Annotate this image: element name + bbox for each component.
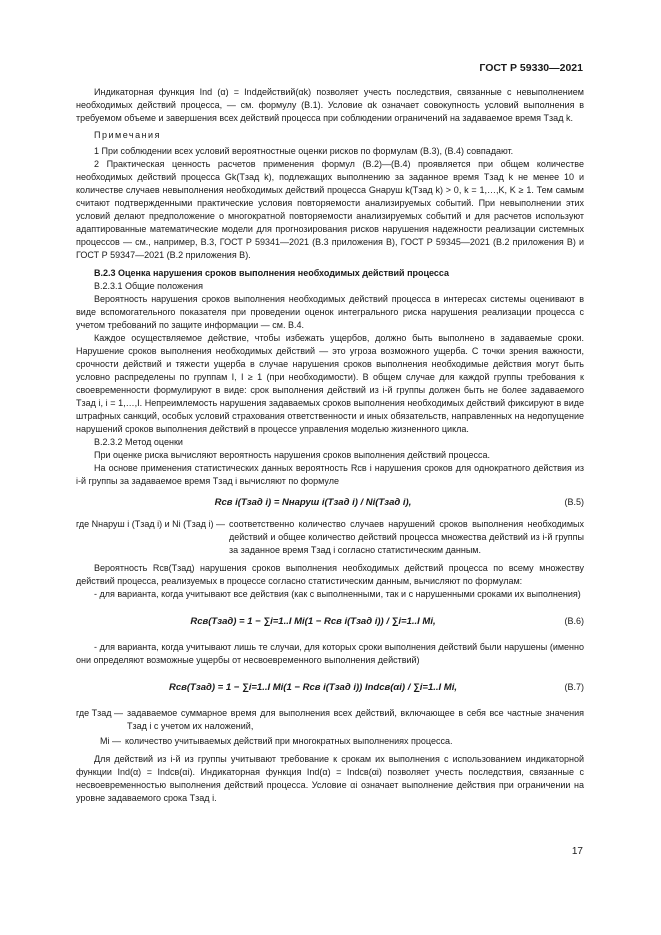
document-content — [76, 86, 584, 805]
paragraph: Для действий из i-й из группы учитывают требование к срокам их выполнения с использованием индикаторной функции Ind(α) = Indсв(αi). Индикаторная функция Ind(α) = Indсв(αi) позволяет учесть последствия, связанные с несвоевременностью выполнения действий процесса. Условие αi означает выполнение действия при ограничении на уровне задаваемого срока Tзад i. — [76, 754, 584, 803]
formula-number: (В.5) — [564, 497, 584, 507]
page-number: 17 — [571, 846, 583, 857]
formula-definition — [76, 518, 584, 557]
paragraph: - для варианта, когда учитывают лишь те случаи, для которых сроки выполнения действий были нарушены (именно они определяют возможные ущербы от несвоевременного выполнения действий) — [76, 642, 584, 665]
definition-term: где Nнаруш i (Tзад i) и Ni (Tзад i) — — [76, 519, 226, 529]
paragraph: - для варианта, когда учитывают все действия (как с выполненными, так и с нарушенными сроками их выполнения) — [94, 589, 581, 599]
subsection-title: В.2.3.2 Метод оценки — [94, 437, 183, 447]
definition-term: Mi — — [100, 736, 121, 746]
paragraph: Вероятность Rсв(Tзад) нарушения сроков выполнения необходимых действий процесса по всему множеству действий процесса, реализуемых в процессе согласно статистическим данным, вычисляют по формулам: — [76, 563, 584, 586]
paragraph: Каждое осуществляемое действие, чтобы избежать ущербов, должно быть выполнено в задаваемые сроки. Нарушение сроков выполнения необходимых действий — это угроза возможного ущерба. С точки зрения важности, срочности действий и тяжести ущерба в случае нарушения сроков выполнения необходимые действия могут быть условно распределены по группам I, I ≥ 1 (при необходимости). В общем случае для каждой группы требования к своевременности формулируют в виде: срок выполнения действий из i-й группы должен быть не более задаваемого Tзад i, i = 1,…,I. Непреимлемость нарушения задаваемых сроков выполнения необходимых действий фиксируют в виде штрафных санкций, особых условий страхования ответственности и иных обязательств, направленных на недопущение нарушений сроков выполнения действий в процессе управления моделью жизненного цикла. — [76, 333, 584, 434]
note-item: 2 Практическая ценность расчетов применения формул (В.2)—(В.4) проявляется при общем количестве необходимых действий процесса Gk(Tзад k), подлежащих выполнению за заданное время Tзад k не менее 10 и количестве случаев невыполнения необходимых действий процесса Gнаруш k(Tзад k) > 0, k = 1,…,K, K ≥ 1. Тем самым считают подтвержденными практические условия повторяемости анализируемых событий. При невыполнении этих условий делают предположение о многократной повторяемости анализируемых событий и для расчетов используют адаптированные математические модели для прогнозирования рисков нарушения надежности реализации системных процессов — см., например, В.3, ГОСТ Р 59341—2021 (В.3 приложения В), ГОСТ Р 59345—2021 (В.2 приложения В) и ГОСТ Р 59347—2021 (В.2 приложения В). — [76, 159, 584, 260]
formula-b6 — [76, 605, 584, 637]
definition-text: задаваемое суммарное время для выполнения всех действий, включающее в себя все частные значения Tзад i с учетом их наложений, — [127, 708, 584, 731]
document-header: ГОСТ Р 59330—2021 — [479, 62, 583, 74]
notes-heading: Примечания — [94, 130, 161, 140]
paragraph: Вероятность нарушения сроков выполнения необходимых действий процесса в интересах системы оценивают в виде вспомогательного показателя при проведении оценок интегрального риска нарушения реализации процесса с учетом требований по защите информации — см. В.4. — [76, 294, 584, 330]
subsection-title: В.2.3.1 Общие положения — [94, 281, 203, 291]
section-title: В.2.3 Оценка нарушения сроков выполнения необходимых действий процесса — [94, 268, 450, 278]
note-item: 1 При соблюдении всех условий вероятностные оценки рисков по формулам (В.3), (В.4) совпадают. — [94, 146, 514, 156]
formula-number: (В.6) — [564, 616, 584, 626]
formula-number: (В.7) — [564, 682, 584, 692]
definition-text: соответственно количество случаев нарушений сроков выполнения необходимых действий и общее количество действий процесса множества действий из i-й группы за заданное время Tзад i согласно статистическим данным. — [229, 519, 584, 555]
formula-b5 — [76, 492, 584, 514]
paragraph: Индикаторная функция Ind (α) = Indдействий(αk) позволяет учесть последствия, связанные с невыполнением необходимых действий процесса, — см. формулу (В.1). Условие αk означает совокупность условий выполнения в требуемом объеме и завершения всех действий процесса при соблюдении ограничений на задаваемое время Tзад k. — [76, 87, 584, 123]
formula-expression: Rсв(Tзад) = 1 − ∑i=1..I Mi(1 − Rсв i(Tзад i)) / ∑i=1..I Mi, — [190, 616, 436, 627]
definition-term: где Tзад — — [76, 708, 124, 718]
paragraph: На основе применения статистических данных вероятность Rсв i нарушения сроков для однократного действия из i-й группы за задаваемое время Tзад i вычисляют по формуле — [76, 463, 584, 486]
definition-text: количество учитываемых действий при многократных выполнениях процесса. — [125, 736, 453, 746]
formula-expression: Rсв(Tзад) = 1 − ∑i=1..I Mi(1 − Rсв i(Tзад i)) Indсв(αi) / ∑i=1..I Mi, — [169, 682, 457, 693]
formula-definition — [76, 735, 584, 748]
formula-expression: Rсв i(Tзад i) = Nнаруш i(Tзад i) / Ni(Tзад i), — [214, 497, 412, 508]
formula-b7 — [76, 671, 584, 703]
formula-definition — [76, 707, 584, 733]
paragraph: При оценке риска вычисляют вероятность нарушения сроков выполнения действий процесса. — [94, 450, 491, 460]
